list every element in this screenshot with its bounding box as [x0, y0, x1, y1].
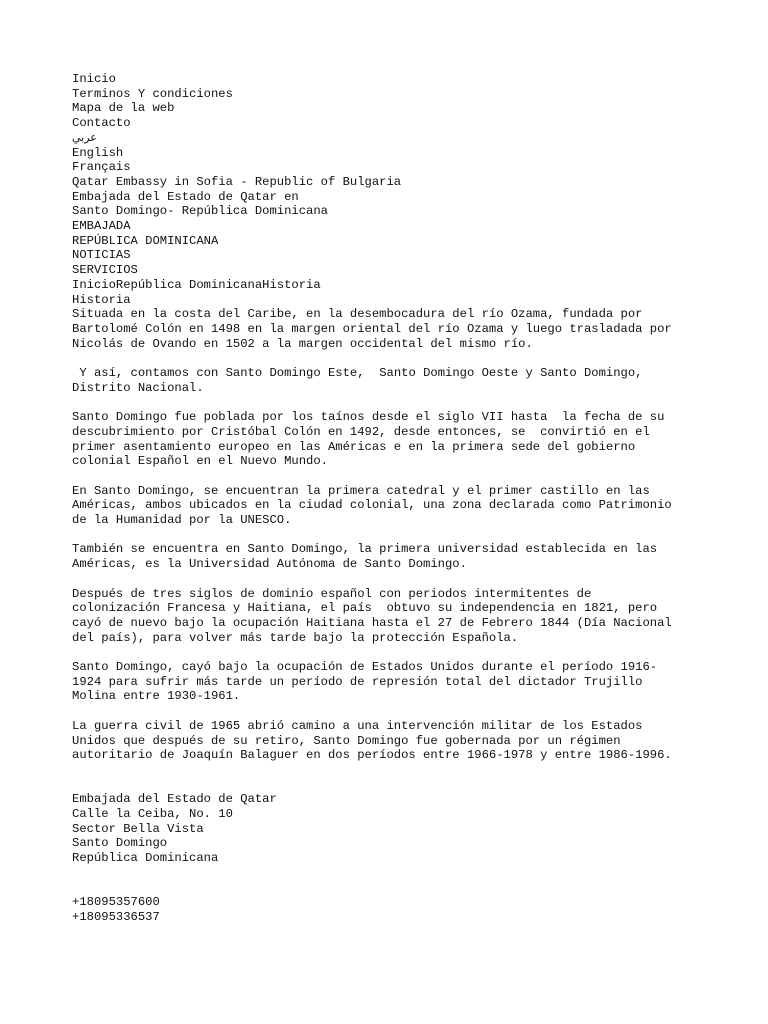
paragraph-5: También se encuentra en Santo Domingo, la primera universidad establecida en las Américas, es la Universidad Autónoma de Santo Domingo.: [72, 542, 658, 572]
link-qatar-embassy-bulgaria[interactable]: Qatar Embassy in Sofia - Republic of Bulgaria: [72, 174, 402, 189]
nav-link-mapa[interactable]: Mapa de la web: [72, 101, 175, 116]
address-line: Calle la Ceiba, No. 10: [72, 807, 233, 822]
address-line: Santo Domingo: [72, 836, 168, 851]
phone-number: +18095357600: [72, 895, 160, 910]
paragraph-8: La guerra civil de 1965 abrió camino a una intervención militar de los Estados Unidos que después de su retiro, Santo Domingo fue gobernada por un régimen autoritario de Joaquín Balaguer en dos períodos entre 1966-1978 y entre 1986-1996.: [72, 718, 672, 763]
menu-item-noticias[interactable]: NOTICIAS: [72, 248, 131, 263]
paragraph-4: En Santo Domingo, se encuentran la primera catedral y el primer castillo en las Américas, ambos ubicados en la ciudad colonial, una zona declarada como Patrimonio de la Humanidad por la UNESCO.: [72, 483, 672, 528]
breadcrumb[interactable]: InicioRepública DominicanaHistoria: [72, 277, 321, 292]
site-title-line1: Embajada del Estado de Qatar en: [72, 189, 299, 204]
lang-link-arabic[interactable]: عربي: [72, 130, 97, 144]
paragraph-6: Después de tres siglos de dominio español con periodos intermitentes de colonización Francesa y Haitiana, el país obtuvo su independencia en 1821, pero cayó de nuevo bajo la ocupación Haitiana hasta el 27 de Febrero 1844 (Día Nacional del país), para volver más tarde bajo la protección Española.: [72, 586, 672, 645]
paragraph-2: Y así, contamos con Santo Domingo Este, Santo Domingo Oeste y Santo Domingo, Distrito Nacional.: [72, 366, 643, 395]
address-line: Embajada del Estado de Qatar: [72, 792, 277, 807]
page-title: Historia: [72, 292, 131, 307]
menu-item-servicios[interactable]: SERVICIOS: [72, 263, 138, 278]
lang-link-english[interactable]: English: [72, 145, 124, 160]
site-title-line2: Santo Domingo- República Dominicana: [72, 204, 328, 219]
address-line: República Dominicana: [72, 851, 219, 866]
paragraph-7: Santo Domingo, cayó bajo la ocupación de Estados Unidos durante el período 1916- 1924 para sufrir más tarde un período de represión total del dictador Trujillo Molina entre 1930-1961.: [72, 660, 658, 704]
menu-item-embajada[interactable]: EMBAJADA: [72, 219, 131, 234]
paragraph-1: Situada en la costa del Caribe, en la desembocadura del río Ozama, fundada por Bartolomé Colón en 1498 en la margen oriental del río Ozama y luego trasladada por Nicolás de Ovando en 1502 a la margen occidental del mismo río.: [72, 307, 672, 351]
menu-item-republica[interactable]: REPÚBLICA DOMINICANA: [72, 233, 219, 248]
paragraph-3: Santo Domingo fue poblada por los taínos desde el siglo VII hasta la fecha de su descubrimiento por Cristóbal Colón en 1492, desde entonces, se convirtió en el primer asentamiento europeo en las Américas e en la primera sede del gobierno colonial Español en el Nuevo Mundo.: [72, 410, 665, 469]
phone-number: +18095336537: [72, 909, 160, 924]
content: [72, 72, 712, 925]
lang-link-french[interactable]: Français: [72, 160, 131, 175]
nav-link-inicio[interactable]: Inicio: [72, 72, 116, 86]
address-line: Sector Bella Vista: [72, 821, 204, 836]
nav-link-terminos[interactable]: Terminos Y condiciones: [72, 86, 233, 101]
nav-link-contacto[interactable]: Contacto: [72, 116, 131, 131]
